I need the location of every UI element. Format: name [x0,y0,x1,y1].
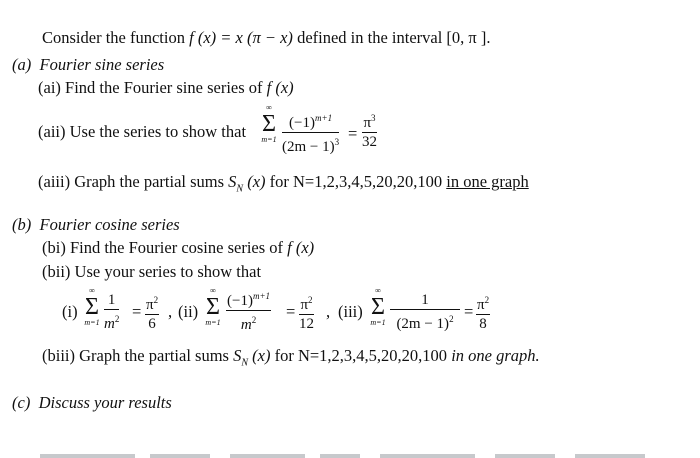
rhs-iii [476,292,490,333]
rhs-ii-exp: 2 [308,295,313,305]
part-a-label: (a) [12,55,32,74]
sum-lower-limit: m=1 [261,135,277,144]
partial-sum-subscript: N [241,357,249,369]
frac-i-num: 1 [104,292,119,310]
question-bi [42,238,314,258]
part-b-heading [12,215,180,235]
bii-text: (bii) Use your series to show that [42,262,262,281]
bi-function: f (x) [287,238,315,257]
rhs-i-num: π [146,297,154,313]
frac-ii-num-exp: m+1 [252,291,271,301]
sigma-symbol: Σ [206,294,220,320]
intro-text: Consider the function [42,28,190,47]
part-c-title: Discuss your results [38,393,172,412]
sigma-symbol: Σ [371,294,385,320]
partial-sum-symbol: S [233,346,242,365]
question-aiii [38,172,529,199]
fraction-denominator: (2m − 1) [282,139,335,155]
sum-iii-lower: m=1 [370,318,386,327]
aii-text: (aii) Use the series to show that [38,122,247,141]
frac-iii-den-exp: 2 [449,314,454,324]
rhs-ii-den: 12 [299,316,314,332]
partial-sum-symbol: S [228,172,237,191]
function-definition: f (x) = x (π − x) [189,28,293,47]
biii-range: for N=1,2,3,4,5,20,20,100 [270,346,452,365]
denominator-exponent: 3 [334,137,340,147]
frac-i [104,292,119,333]
sigma-symbol: Σ [262,111,276,137]
partial-sum-argument: (x) [243,172,266,191]
sub-iii-label: (iii) [338,302,363,321]
frac-ii-den-exp: 2 [251,315,257,325]
sigma-symbol: Σ [85,294,99,320]
sum-i-lower: m=1 [84,318,100,327]
sum-iii-upper: ∞ [375,286,381,295]
rhs-i-exp: 2 [153,295,159,305]
ai-text: (ai) Find the Fourier sine series of [38,78,267,97]
equals-sign: = [132,302,142,321]
aii-fraction [282,110,339,156]
equals-sign: = [286,302,296,321]
part-c-label: (c) [12,393,31,412]
question-aii [38,122,246,142]
aii-rhs [362,110,377,151]
frac-ii-num: (−1) [227,293,253,309]
part-b-label: (b) [12,215,32,234]
aiii-text: (aiii) Graph the partial sums [38,172,229,191]
sum-iii [368,287,388,327]
aiii-range: for N=1,2,3,4,5,20,20,100 [265,172,447,191]
part-a-title: Fourier sine series [39,55,165,74]
sum-ii-lower: m=1 [205,318,221,327]
rhs-ii [299,292,314,333]
biii-italic: in one graph. [451,346,540,365]
rhs-numerator: π [363,115,372,131]
question-biii [42,346,540,373]
frac-ii [226,288,271,334]
sub-ii-label: (ii) [178,302,199,321]
sum-ii-upper: ∞ [210,286,216,295]
rhs-exponent: 3 [371,113,376,123]
rhs-iii-num: π [477,297,485,313]
frac-iii-num: 1 [390,292,460,310]
comma: , [168,302,173,321]
rhs-i [145,292,159,333]
rhs-denominator: 32 [362,134,377,150]
partial-sum-subscript: N [236,183,244,195]
equals-sign: = [348,124,358,143]
sum-upper-limit: ∞ [266,103,272,112]
partial-sum-argument: (x) [248,346,271,365]
sum-i-upper: ∞ [89,286,95,295]
comma: , [326,302,331,321]
cropped-text-fragments [0,452,700,458]
sub-i-label: (i) [62,302,78,321]
biii-text: (biii) Graph the partial sums [42,346,234,365]
sum-i [82,287,102,327]
frac-iii [390,292,460,333]
rhs-ii-num: π [300,297,309,313]
question-ai [38,78,294,98]
equals-sign: = [464,302,474,321]
numerator-exponent: m+1 [315,113,333,123]
part-c-heading [12,393,172,413]
question-bii [42,262,261,282]
rhs-iii-den: 8 [479,316,487,332]
frac-i-den-exp: 2 [114,314,120,324]
frac-iii-den: (2m − 1) [396,316,450,332]
part-b-title: Fourier cosine series [39,215,180,234]
aii-summation [258,104,280,144]
aiii-underlined: in one graph [446,172,529,191]
part-a-heading [12,55,164,75]
rhs-iii-exp: 2 [484,295,490,305]
frac-i-den: m [104,316,115,332]
fraction-numerator: (−1) [289,115,315,131]
rhs-i-den: 6 [148,316,156,332]
intro-line [42,28,491,48]
bi-text: (bi) Find the Fourier cosine series of [42,238,288,257]
interval-text: defined in the interval [0, π ]. [292,28,491,47]
frac-ii-den: m [240,317,252,333]
sum-ii [203,287,223,327]
ai-function: f (x) [266,78,294,97]
